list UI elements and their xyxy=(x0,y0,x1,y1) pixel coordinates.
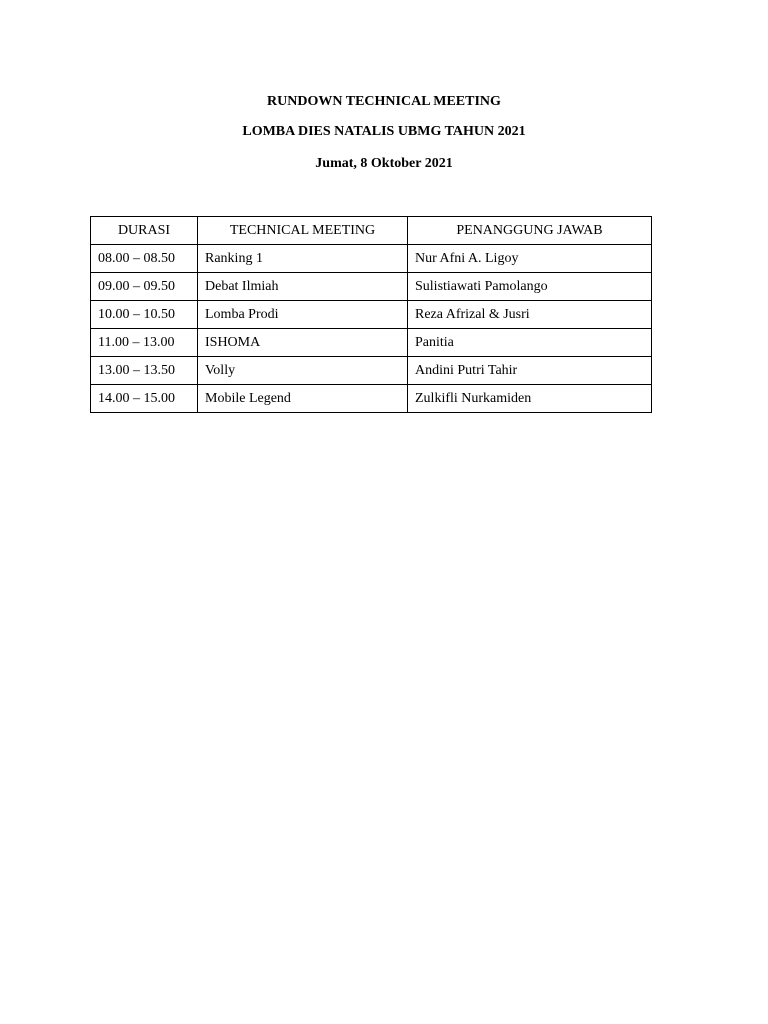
cell-penanggung-jawab: Zulkifli Nurkamiden xyxy=(408,385,652,413)
header-penanggung-jawab: PENANGGUNG JAWAB xyxy=(408,217,652,245)
cell-durasi: 09.00 – 09.50 xyxy=(91,273,198,301)
table-row xyxy=(91,385,652,413)
cell-penanggung-jawab: Sulistiawati Pamolango xyxy=(408,273,652,301)
table-header xyxy=(91,217,652,245)
table-row xyxy=(91,301,652,329)
header-durasi: DURASI xyxy=(91,217,198,245)
cell-durasi: 08.00 – 08.50 xyxy=(91,245,198,273)
document-subtitle: LOMBA DIES NATALIS UBMG TAHUN 2021 xyxy=(242,124,526,139)
cell-penanggung-jawab: Reza Afrizal & Jusri xyxy=(408,301,652,329)
cell-penanggung-jawab: Andini Putri Tahir xyxy=(408,357,652,385)
table-row xyxy=(91,329,652,357)
cell-acara: Lomba Prodi xyxy=(198,301,408,329)
cell-penanggung-jawab: Panitia xyxy=(408,329,652,357)
cell-penanggung-jawab: Nur Afni A. Ligoy xyxy=(408,245,652,273)
cell-durasi: 11.00 – 13.00 xyxy=(91,329,198,357)
document-title: RUNDOWN TECHNICAL MEETING xyxy=(267,94,501,109)
cell-durasi: 13.00 – 13.50 xyxy=(91,357,198,385)
table-header-row xyxy=(91,217,652,245)
cell-acara: ISHOMA xyxy=(198,329,408,357)
cell-acara: Volly xyxy=(198,357,408,385)
cell-durasi: 14.00 – 15.00 xyxy=(91,385,198,413)
cell-durasi: 10.00 – 10.50 xyxy=(91,301,198,329)
document-date: Jumat, 8 Oktober 2021 xyxy=(315,156,453,171)
table-row xyxy=(91,357,652,385)
table-body xyxy=(91,245,652,413)
table-row xyxy=(91,273,652,301)
cell-acara: Ranking 1 xyxy=(198,245,408,273)
rundown-table xyxy=(90,216,652,413)
cell-acara: Debat Ilmiah xyxy=(198,273,408,301)
header-technical-meeting: TECHNICAL MEETING xyxy=(198,217,408,245)
cell-acara: Mobile Legend xyxy=(198,385,408,413)
table-row xyxy=(91,245,652,273)
